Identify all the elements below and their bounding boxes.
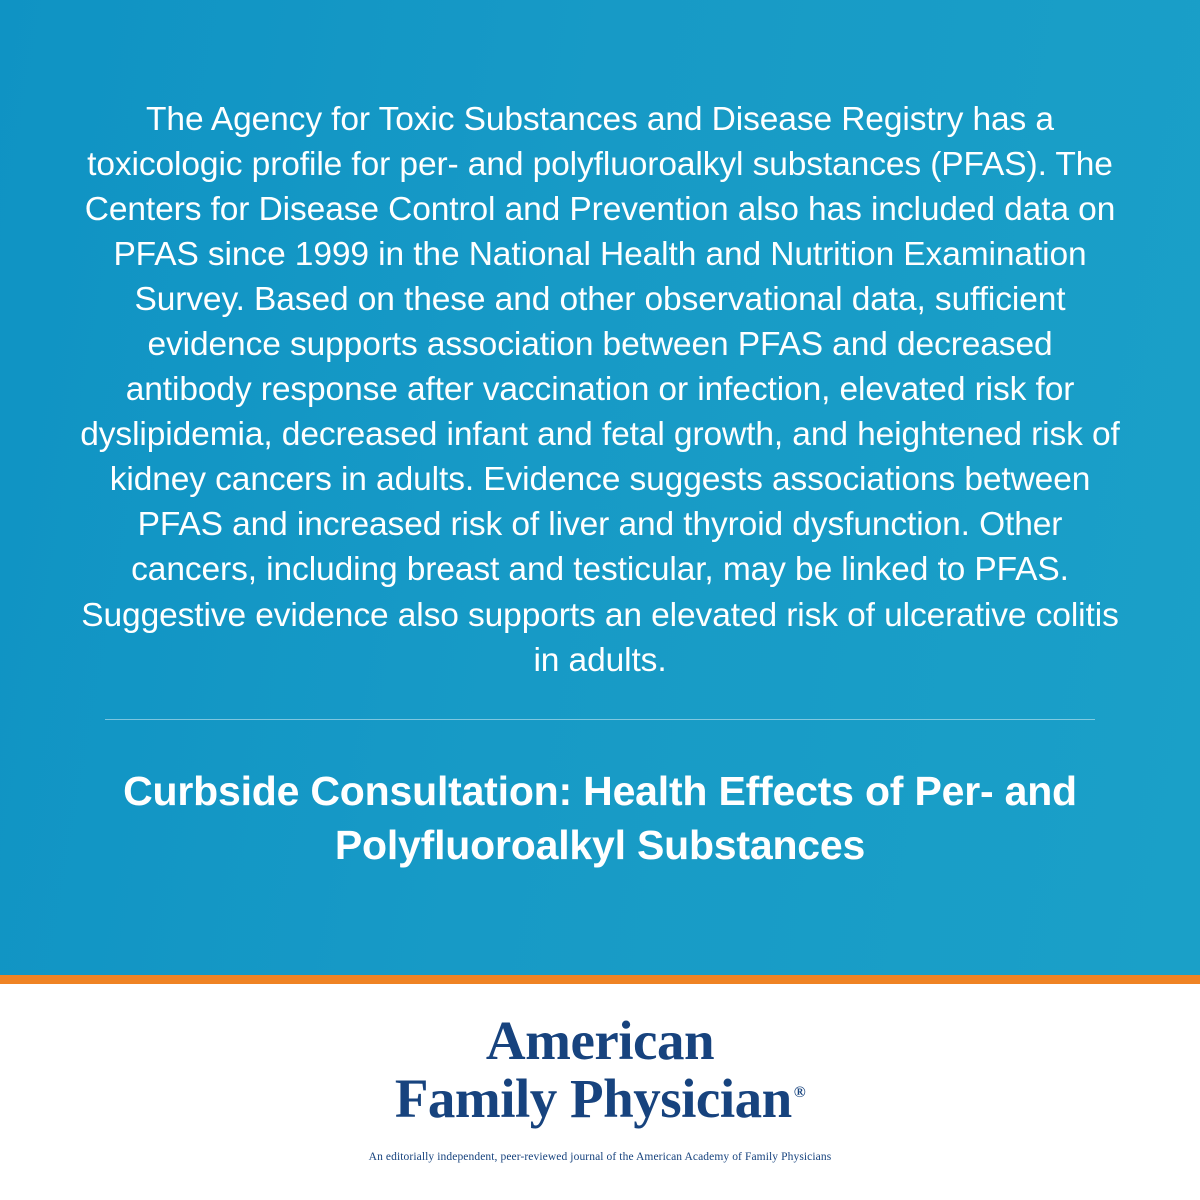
horizontal-divider bbox=[105, 719, 1095, 720]
logo-line-american: American bbox=[485, 1009, 715, 1071]
logo-line-family-physician-text: Family Physician bbox=[394, 1067, 792, 1129]
journal-tagline: An editorially independent, peer-reviewed journal of the American Academy of Family Physicians bbox=[368, 1151, 832, 1164]
registered-trademark-icon: ® bbox=[793, 1084, 806, 1102]
article-title: Curbside Consultation: Health Effects of Per- and Polyfluoroalkyl Substances bbox=[123, 767, 1077, 869]
afp-logo bbox=[394, 1009, 806, 1130]
footer-section bbox=[0, 984, 1200, 1200]
article-excerpt: The Agency for Toxic Substances and Disease Registry has a toxicologic profile for per- and polyfluoroalkyl substances (PFAS). The Centers for Disease Control and Prevention also has included data on PFAS since 1999 in the National Health and Nutrition Examination Survey. Based on these and other observational data, sufficient evidence supports association between PFAS and decreased antibody response after vaccination or infection, elevated risk for dyslipidemia, decreased infant and fetal growth, and heightened risk of kidney cancers in adults. Evidence suggests associations between PFAS and increased risk of liver and thyroid dysfunction. Other cancers, including breast and testicular, may be linked to PFAS. Suggestive evidence also supports an elevated risk of ulcerative colitis in adults. bbox=[80, 101, 1120, 679]
orange-accent-bar bbox=[0, 975, 1200, 984]
logo-line-family-physician bbox=[395, 1068, 805, 1130]
